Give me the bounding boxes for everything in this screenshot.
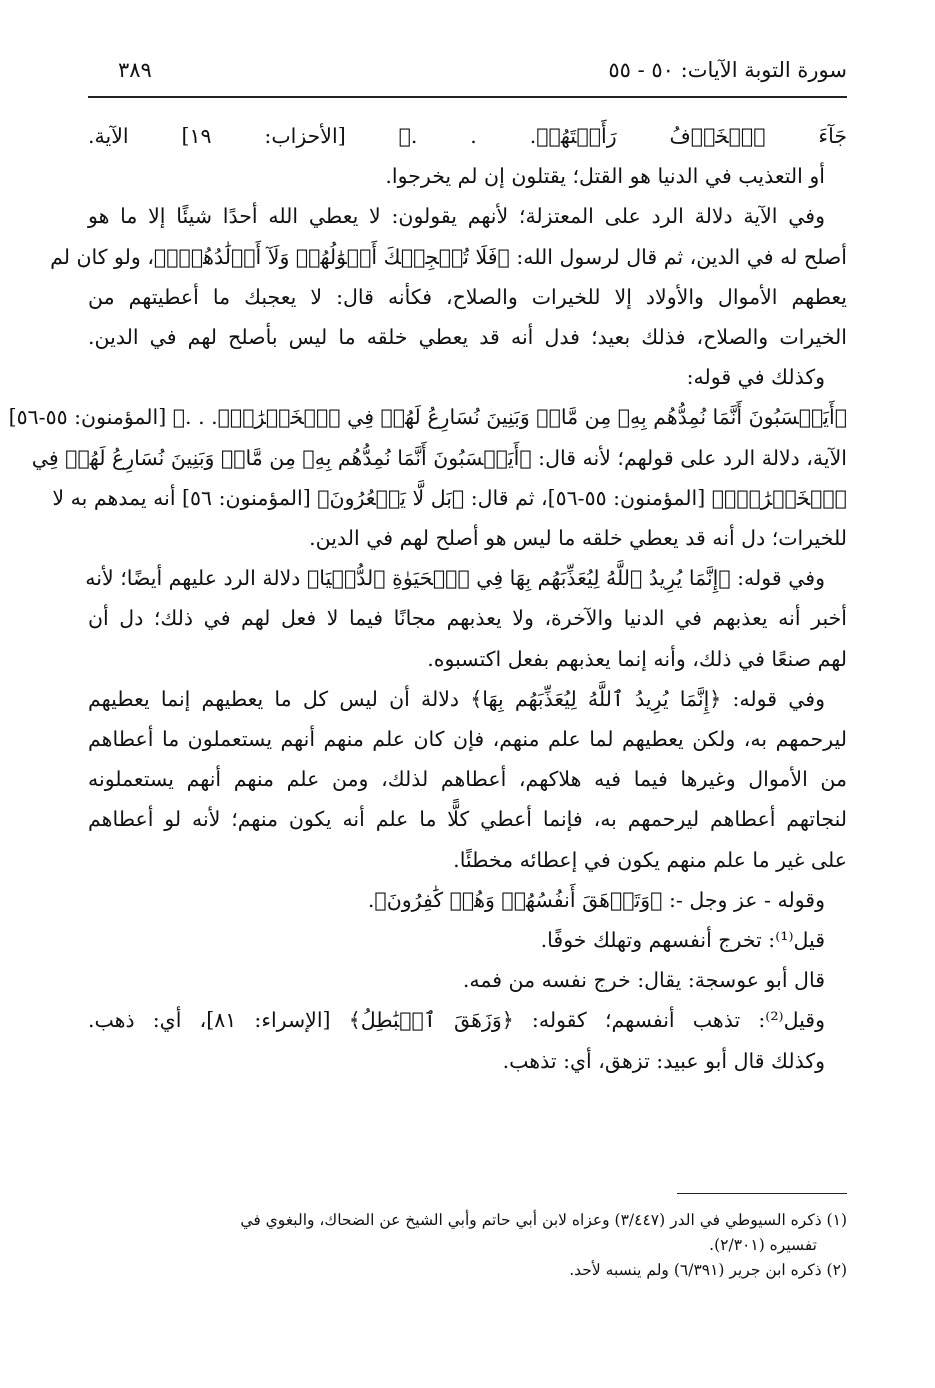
text-line: وفي قوله: ﴿إِنَّمَا يُرِيدُ ٱللَّهُ لِيُعَذِّبَهُم بِهَا﴾ دلالة أن ليس كل ما يعطيهم إنما يعطيهم (88, 686, 825, 711)
footnote-1: (١) ذكره السيوطي في الدر (٣/٤٤٧) وعزاه لابن أبي حاتم وأبي الشيخ عن الضحاك، والبغوي في (240, 1211, 847, 1229)
text-line: قيل⁽¹⁾: تخرج أنفسهم وتهلك خوفًا. (540, 928, 825, 953)
text-line: للخيرات؛ دل أنه قد يعطي خلقه ما ليس هو أصلح لهم في الدين. (309, 526, 847, 551)
text-line: وفي قوله: ﴿إِنَّمَا يُرِيدُ ٱللَّهُ لِيُعَذِّبَهُم بِهَا فِي ٱلۡحَيَوٰةِ ٱلدُّنۡيَا﴾ دلالة الرد عليهم أيضًا؛ لأنه (85, 566, 825, 591)
text-line: جَآءَ ٱلۡخَوۡفُ رَأَيۡتَهُمۡ. . .﴾ [الأحزاب: ١٩] الآية. (88, 124, 847, 148)
footnote-1-continuation: تفسيره (٢/٣٠١). (709, 1236, 817, 1254)
footnotes (88, 1208, 847, 1283)
text-line: وقيل⁽²⁾: تذهب أنفسهم؛ كقوله: ﴿وَزَهَقَ ٱلۡبَٰطِلُ﴾ [الإسراء: ٨١]، أي: ذهب. (88, 1008, 825, 1033)
text-line: وكذلك في قوله: (686, 365, 825, 390)
text-line: الخيرات والصلاح، فذلك بعيد؛ فدل أنه قد يعطي خلقه ما ليس بأصلح لهم في الدين. (88, 325, 847, 350)
running-title: سورة التوبة الآيات: ٥٠ - ٥٥ (608, 58, 847, 82)
text-line: ﴿أَيَحۡسَبُونَ أَنَّمَا نُمِدُّهُم بِهِۦ مِن مَّالٖ وَبَنِينَ نُسَارِعُ لَهُمۡ فِي ٱلۡخَيۡرَٰتِۚ. . .﴾ [المؤمنون: ٥٥-٥٦] (8, 405, 847, 430)
text-line: وقوله - عز وجل -: ﴿وَتَزۡهَقَ أَنفُسُهُمۡ وَهُمۡ كَٰفِرُونَ﴾. (367, 887, 825, 912)
text-line: من الأموال وغيرها فيما فيه هلاكهم، أعطاهم لذلك، ومن علم منهم أنهم يستعملونه (88, 767, 847, 792)
text-line: على غير ما علم منهم يكون في إعطائه مخطئًا. (453, 847, 847, 872)
text-line: أصلح له في الدين، ثم قال لرسول الله: ﴿فَلَا تُعۡجِبۡكَ أَمۡوَٰلُهُمۡ وَلَآ أَوۡلَٰدُهُمۡۚ﴾، ولو كان لم (50, 244, 847, 269)
page-header (118, 58, 847, 82)
header-rule (88, 96, 847, 98)
text-line: ليرحمهم به، ولكن يعطيهم لما علم منهم، فإن كان علم منهم أنهم يستعملون ما أعطاهم (88, 727, 847, 752)
text-line: قال أبو عوسجة: يقال: خرج نفسه من فمه. (462, 968, 825, 993)
text-line: لنجاتهم أعطاهم ليرحمهم به، فإنما أعطي كلًّا ما علم أنه يكون منهم؛ لأنه لو أعطاهم (88, 807, 847, 832)
text-line: يعطهم الأموال والأولاد إلا للخيرات والصلاح، فكأنه قال: لا يعجبك ما أعطيتهم من (88, 284, 847, 309)
text-line: أو التعذيب في الدنيا هو القتل؛ يقتلون إن لم يخرجوا. (385, 164, 825, 189)
text-line: لهم صنعًا في ذلك، وأنه إنما يعذبهم بفعل اكتسبوه. (427, 646, 847, 671)
text-line: الآية، دلالة الرد على قولهم؛ لأنه قال: ﴿أَيَحۡسَبُونَ أَنَّمَا نُمِدُّهُم بِهِۦ مِن مَّالٖ وَبَنِينَ نُسَارِعُ لَهُمۡ فِي (31, 445, 847, 470)
text-line: وكذلك قال أبو عبيد: تزهق، أي: تذهب. (502, 1048, 825, 1073)
text-line: أخبر أنه يعذبهم في الدنيا والآخرة، ولا يعذبهم مجانًا فيما لا فعل لهم في ذلك؛ دل أن (88, 606, 847, 631)
footnote-2: (٢) ذكره ابن جرير (٦/٣٩١) ولم ينسبه لأحد. (569, 1261, 847, 1279)
text-line: وفي الآية دلالة الرد على المعتزلة؛ لأنهم يقولون: لا يعطي الله أحدًا شيئًا إلا ما هو (88, 204, 825, 229)
text-line: ٱلۡخَيۡرَٰتِۚ﴾ [المؤمنون: ٥٥-٥٦]، ثم قال: ﴿بَل لَّا يَشۡعُرُونَ﴾ [المؤمنون: ٥٦] أنه يمدهم به لا (52, 485, 847, 510)
footnote-rule (677, 1193, 847, 1194)
main-text (8, 116, 847, 1081)
page-number: ٣٨٩ (118, 58, 152, 82)
